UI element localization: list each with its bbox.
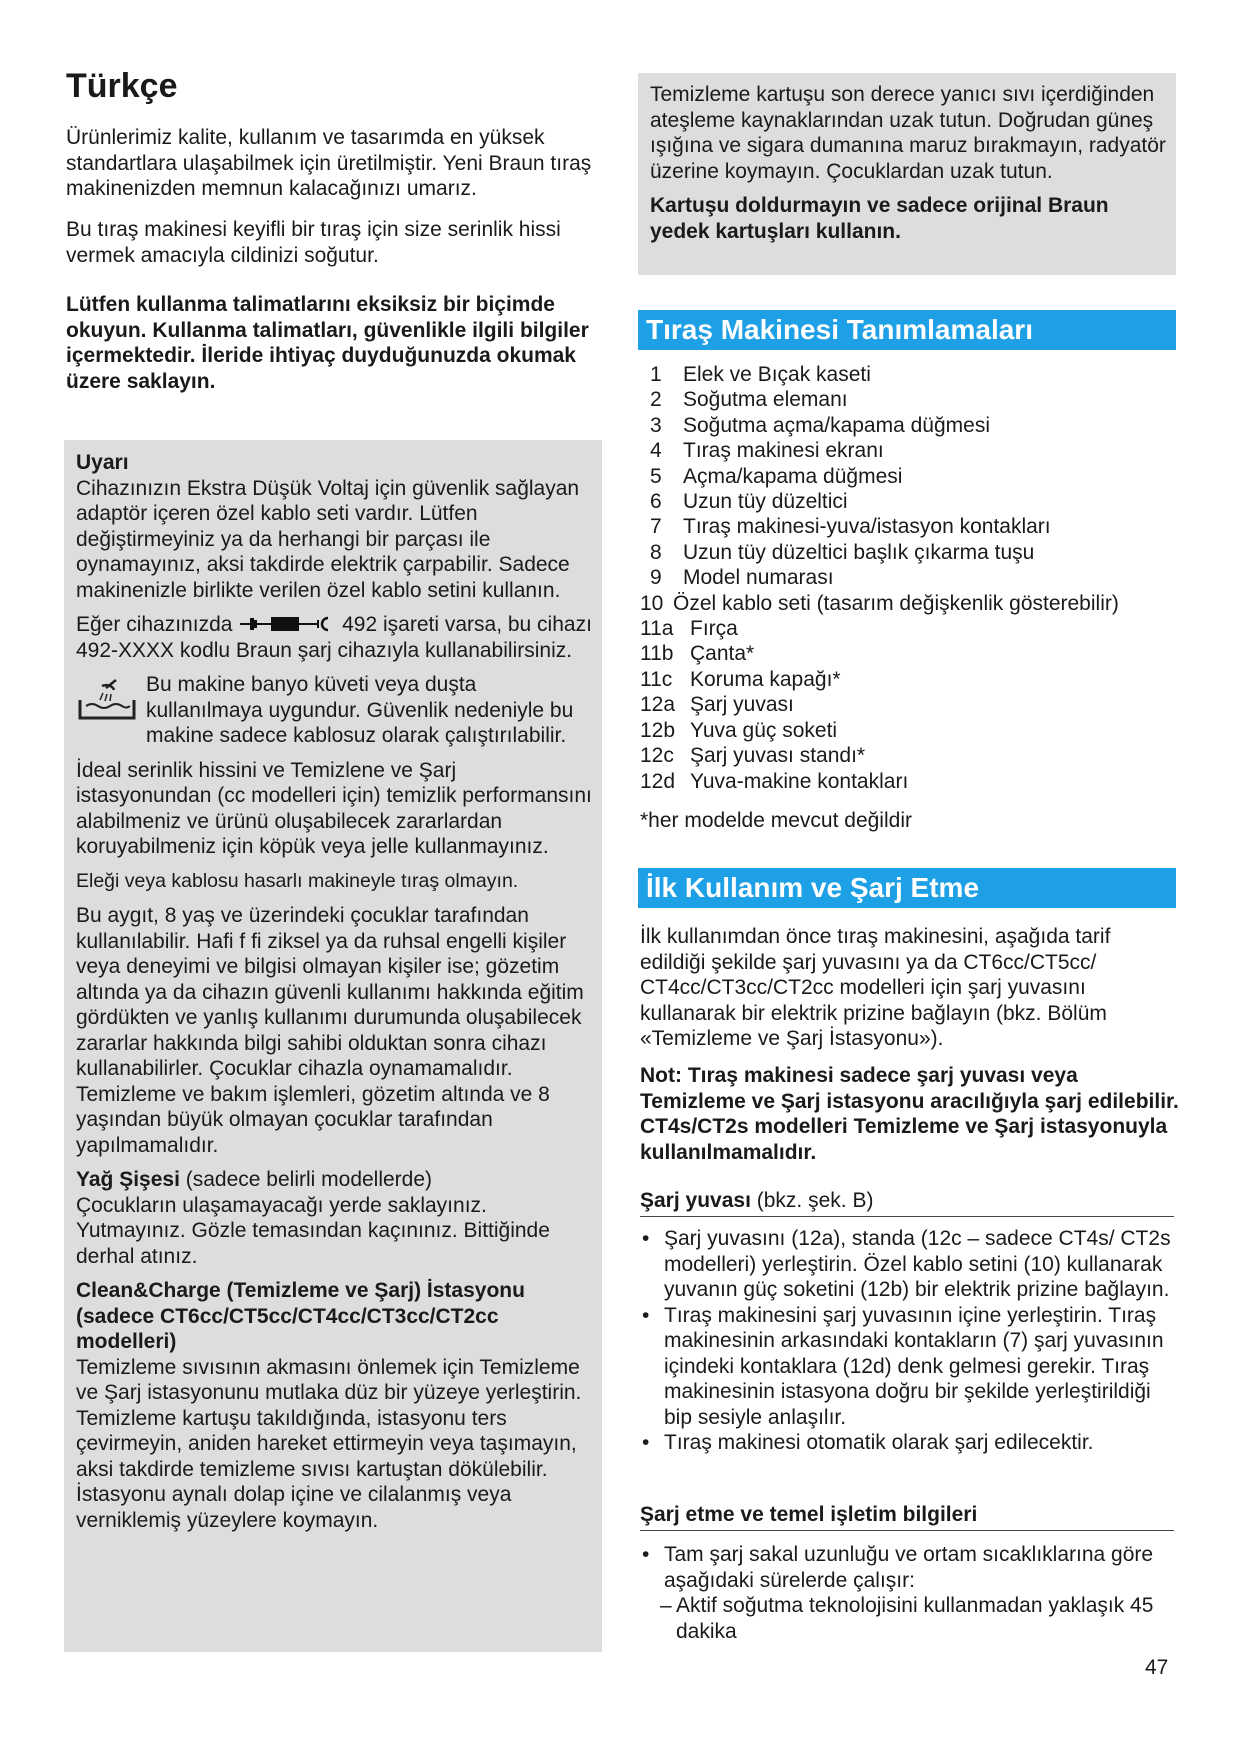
oil-bottle-line: Yutmayınız. Gözle temasından kaçınınız. Bittiğinde derhal atınız. bbox=[76, 1219, 550, 1268]
parts-list-item bbox=[640, 540, 1180, 565]
symbol-text-after: 492 işareti varsa, bu cihazı 492-XXXX kodlu Braun şarj cihazıyla kullanabilirsiniz. bbox=[76, 613, 592, 662]
parts-footnote: *her modelde mevcut değildir bbox=[640, 809, 912, 832]
subheading-charging-info: Şarj etme ve temel işletim bilgileri bbox=[640, 1502, 1174, 1531]
section-heading-first-use: İlk Kullanım ve Şarj Etme bbox=[638, 868, 1176, 908]
parts-list-item bbox=[640, 743, 1180, 768]
parts-list-item bbox=[640, 769, 1180, 794]
list-item: • Tıraş makinesi otomatik olarak şarj edilecektir. bbox=[640, 1430, 1180, 1456]
part-number: 11a bbox=[640, 617, 674, 641]
part-label: Tıraş makinesi-yuva/istasyon kontakları bbox=[683, 515, 1051, 539]
part-number: 7 bbox=[650, 515, 662, 539]
bath-shower-icon bbox=[76, 676, 142, 736]
parts-list-item bbox=[640, 514, 1180, 539]
page-number: 47 bbox=[1145, 1656, 1169, 1679]
damaged-foil-warning: Eleği veya kablosu hasarlı makineyle tıraş olmayın. bbox=[76, 869, 519, 892]
part-number: 5 bbox=[650, 464, 662, 488]
part-label: Koruma kapağı* bbox=[690, 667, 841, 691]
part-label: Tıraş makinesi ekranı bbox=[683, 439, 884, 463]
note-bold: Not: Tıraş makinesi sadece şarj yuvası veya Temizleme ve Şarj istasyonu aracılığıyla şarj edilebilir. CT4s/CT2s modelleri Temizleme ve Şarj istasyonuyla kullanılmamalıdır. bbox=[640, 1064, 1179, 1164]
part-label: Şarj yuvası bbox=[690, 693, 794, 717]
part-number: 8 bbox=[650, 540, 662, 564]
part-label: Yuva güç soketi bbox=[690, 718, 838, 742]
part-label: Uzun tüy düzeltici başlık çıkarma tuşu bbox=[683, 540, 1035, 564]
clean-charge-heading: Clean&Charge (Temizleme ve Şarj) İstasyonu (sadece CT6cc/CT5cc/CT4cc/CT3cc/CT2cc modelleri) bbox=[76, 1279, 525, 1353]
parts-list-item bbox=[640, 387, 1180, 412]
intro-paragraph-2: Bu tıraş makinesi keyifli bir tıraş için size serinlik hissi vermek amacıyla cildinizi soğutur. bbox=[66, 218, 561, 267]
symbol-text-before: Eğer cihazınızda bbox=[76, 613, 233, 636]
part-number: 10 bbox=[640, 591, 664, 615]
part-label: Uzun tüy düzeltici bbox=[683, 490, 848, 514]
part-number: 1 bbox=[650, 363, 662, 386]
part-number: 12b bbox=[640, 718, 676, 742]
clean-charge-paragraph: Temizleme sıvısının akmasını önlemek için Temizleme ve Şarj istasyonunu mutlaka düz bir yüzeye yerleştirin. Temizleme kartuşu takıldığında, istasyonu ters çevirmeyin, aniden hareket ettirmeyin veya taşımayın, aksi takdirde temizleme sıvısı kartuştan dökülebilir. İstasyonu aynalı dolap içine ve cilalanmış veya verniklemiş yüzeylere koymayın. bbox=[76, 1355, 582, 1532]
part-label: Yuva-makine kontakları bbox=[690, 769, 909, 793]
warning-paragraph: Cihazınızın Ekstra Düşük Voltaj için güvenlik sağlayan adaptör içeren özel kablo seti vardır. Lütfen değiştirmeyiniz ya da herhangi bir parçası ile oynamayınız, aksi takdirde elektrik çarpabilir. Sadece makinenizle birlikte verilen özel kablo setini kullanın. bbox=[76, 476, 580, 602]
cartridge-bold-notice: Kartuşu doldurmayın ve sadece orijinal Braun yedek kartuşları kullanın. bbox=[650, 194, 1109, 243]
parts-list-item bbox=[640, 362, 1180, 387]
parts-list-item bbox=[640, 641, 1180, 666]
parts-list-item bbox=[640, 667, 1180, 692]
part-number: 11b bbox=[640, 642, 674, 666]
charging-info-list bbox=[640, 1542, 1180, 1593]
flammable-warning-content bbox=[650, 82, 1170, 244]
list-item: • Şarj yuvasını (12a), standa (12c – sadece CT4s/ CT2s modelleri) yerleştirin. Özel kablo setini (10) kullanarak yuvanın güç soketini (12b) bir elektrik prizine bağlayın. bbox=[640, 1226, 1180, 1303]
flammable-warning-text: Temizleme kartuşu son derece yanıcı sıvı içerdiğinden ateşleme kaynaklarından uzak tutun. Doğrudan güneş ışığına ve sigara dumanına maruz bırakmayın, radyatör üzerine koymayın. Çocuklardan uzak tutun. bbox=[650, 83, 1166, 183]
part-label: Soğutma elemanı bbox=[683, 388, 848, 412]
intro-paragraph: Ürünlerimiz kalite, kullanım ve tasarımda en yüksek standartlara ulaşabilmek için üretilmiştir. Yeni Braun tıraş makinenizden memnun kalacağınızı umarız. bbox=[66, 126, 592, 200]
oil-bottle-title: Yağ Şişesi bbox=[76, 1168, 180, 1191]
subheading-charging-stand-title: Şarj yuvası bbox=[640, 1189, 751, 1212]
part-number: 4 bbox=[650, 439, 662, 463]
part-number: 2 bbox=[650, 388, 662, 412]
part-number: 12c bbox=[640, 744, 674, 768]
part-number: 3 bbox=[650, 413, 662, 437]
part-number: 9 bbox=[650, 566, 662, 590]
part-label: Açma/kapama düğmesi bbox=[683, 464, 903, 488]
part-label: Fırça bbox=[690, 617, 738, 641]
parts-list-item bbox=[640, 616, 1180, 641]
oil-bottle-heading bbox=[76, 1167, 596, 1193]
part-number: 6 bbox=[650, 490, 662, 514]
parts-list-item bbox=[640, 591, 1180, 616]
parts-list-item bbox=[640, 464, 1180, 489]
bath-notice-text: Bu makine banyo küveti veya duşta kullanılmaya uygundur. Güvenlik nedeniyle bu makine sadece kablosuz olarak çalıştırılabilir. bbox=[146, 673, 574, 747]
warning-content bbox=[76, 450, 596, 1533]
subheading-charging-stand bbox=[640, 1188, 1174, 1217]
part-label: Şarj yuvası standı* bbox=[690, 744, 866, 768]
symbol-paragraph bbox=[76, 612, 596, 663]
part-label: Çanta* bbox=[690, 642, 755, 666]
intro-bold-notice: Lütfen kullanma talimatlarını eksiksiz bir biçimde okuyun. Kullanma talimatları, güvenlikle ilgili bilgiler içermektedir. İleride ihtiyaç duyduğunuzda okumak üzere saklayın. bbox=[66, 293, 589, 393]
oil-bottle-subtitle: (sadece belirli modellerde) bbox=[185, 1168, 433, 1191]
parts-list-item bbox=[640, 413, 1180, 438]
first-use-paragraph: İlk kullanımdan önce tıraş makinesini, aşağıda tarif edildiği şekilde şarj yuvasını ya da CT6cc/CT5cc/ CT4cc/CT3cc/CT2cc modelleri için şarj yuvasını kullanarak bir elektrik prizine bağlayın (bkz. Bölüm «Temizleme ve Şarj İstasyonu»). bbox=[640, 925, 1111, 1050]
bath-notice bbox=[76, 672, 596, 749]
subheading-charging-stand-ref: (bkz. şek. B) bbox=[756, 1189, 874, 1212]
page-title: Türkçe bbox=[66, 67, 178, 105]
runtime-dash-item: – Aktif soğutma teknolojisini kullanmadan yaklaşık 45 dakika bbox=[640, 1593, 1216, 1644]
warning-heading: Uyarı bbox=[76, 451, 129, 474]
part-number: 12a bbox=[640, 693, 676, 717]
oil-bottle-line: Çocukların ulaşamayacağı yerde saklayınız. bbox=[76, 1193, 487, 1217]
parts-list-item bbox=[640, 718, 1180, 743]
list-item: • Tam şarj sakal uzunluğu ve ortam sıcaklıklarına göre aşağıdaki sürelerde çalışır: bbox=[640, 1542, 1180, 1593]
list-item: • Tıraş makinesini şarj yuvasının içine yerleştirin. Tıraş makinesinin arkasındaki kontakların (7) şarj yuvasının içindeki kontaklara (12d) denk gelmesi gerekir. Tıraş makinesinin istasyona doğru bir şekilde yerleştirildiği bip sesiyle anlaşılır. bbox=[640, 1303, 1180, 1431]
children-warning: Bu aygıt, 8 yaş ve üzerindeki çocuklar tarafından kullanılabilir. Hafi f fi ziksel ya da ruhsal engelli kişiler veya deneyimi ve bilgisi olmayan kişiler ise; gözetim altında ya da cihazın güvenli kullanımı hakkında eğitim gördükten ve yanlış kullanımı durumunda oluşabilecek zararlar hakkında bilgi sahibi olduktan sonra cihazı kullanabilirler. Çocuklar cihazla oynamamalıdır. Temizleme ve bakım işlemleri, gözetim altında ve 8 yaşından büyük olmayan çocuklar tarafından yapılmamalıdır. bbox=[76, 904, 584, 1157]
parts-list-item bbox=[640, 692, 1180, 717]
parts-list-item bbox=[640, 565, 1180, 590]
section-heading-descriptions: Tıraş Makinesi Tanımlamaları bbox=[638, 310, 1176, 350]
part-label: Model numarası bbox=[683, 566, 834, 590]
adapter-symbol-icon bbox=[240, 614, 334, 634]
foam-gel-warning: İdeal serinlik hissini ve Temizlene ve Şarj istasyonundan (cc modelleri için) temizlik performansını alabilmeniz ve ürünü oluşabilecek zararlardan koruyabilmeniz için köpük veya jelle kullanmayınız. bbox=[76, 758, 592, 858]
parts-list-item bbox=[640, 438, 1180, 463]
part-number: 11c bbox=[640, 667, 673, 691]
part-label: Elek ve Bıçak kaseti bbox=[683, 363, 871, 386]
parts-list bbox=[640, 362, 1180, 794]
charging-stand-steps bbox=[640, 1226, 1180, 1456]
part-label: Özel kablo seti (tasarım değişkenlik gösterebilir) bbox=[673, 591, 1119, 615]
parts-list-item bbox=[640, 489, 1180, 514]
part-number: 12d bbox=[640, 769, 676, 793]
part-label: Soğutma açma/kapama düğmesi bbox=[683, 413, 990, 437]
